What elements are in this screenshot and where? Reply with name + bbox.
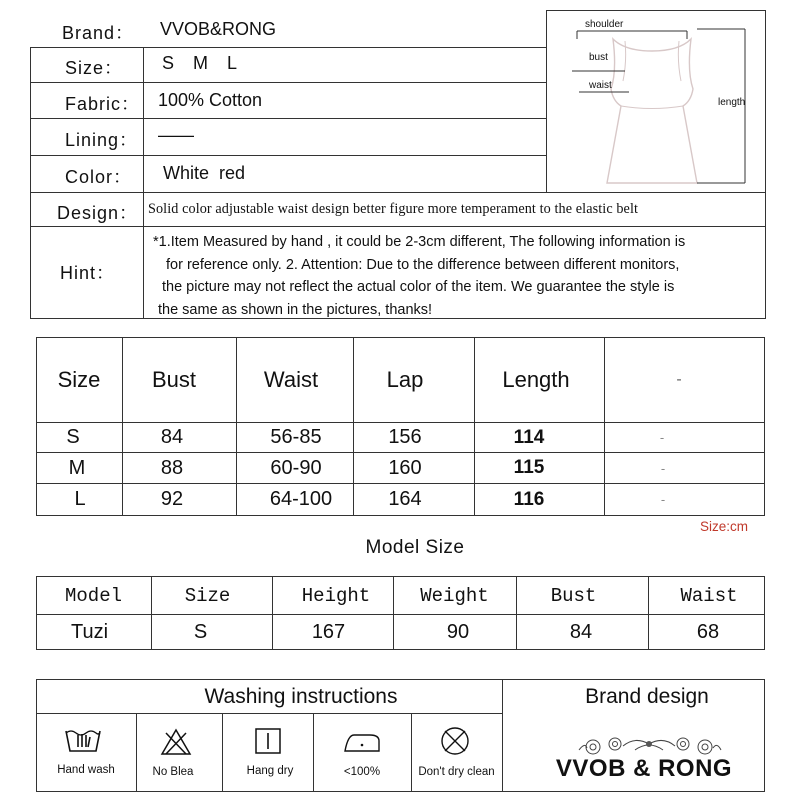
- size-value: S M L: [162, 53, 241, 73]
- lap-cell: 164: [388, 488, 422, 510]
- model-weight-cell: 90: [446, 620, 470, 643]
- hint-line: the picture may not reflect the actual color of the item. We guarantee the style is: [162, 279, 675, 295]
- iron-temp-label: <100%: [343, 766, 381, 778]
- iron-icon: [342, 731, 382, 755]
- model-height-cell: 167: [311, 620, 346, 643]
- bust-cell: 88: [160, 456, 184, 479]
- brand-value: VVOB&RONG: [160, 19, 277, 39]
- waist-cell: 60-90: [270, 456, 322, 479]
- size-header-size: Size: [57, 367, 101, 392]
- size-cell: L: [74, 488, 86, 510]
- model-header-size: Size: [184, 584, 231, 607]
- size-cell: S: [66, 426, 80, 448]
- model-header-height: Height: [301, 584, 371, 607]
- model-waist-cell: 68: [696, 620, 720, 643]
- brand-logo-text: VVOB & RONG: [555, 755, 733, 782]
- model-header-weight: Weight: [420, 584, 489, 607]
- model-header-bust: Bust: [550, 584, 597, 607]
- bust-cell: 92: [160, 488, 184, 510]
- lining-label: Lining：: [65, 130, 139, 150]
- extra-cell: -: [660, 460, 666, 476]
- fabric-label: Fabric：: [65, 94, 141, 114]
- brand-label: Brand：: [62, 23, 135, 43]
- size-header-length: Length: [502, 367, 570, 392]
- model-header-waist: Waist: [680, 584, 738, 607]
- size-header-bust: Bust: [151, 367, 197, 392]
- model-size-cell: S: [193, 620, 208, 643]
- length-cell: 114: [513, 426, 545, 448]
- length-label: length: [718, 97, 746, 108]
- lining-value: ——: [158, 125, 194, 145]
- size-cell: M: [68, 456, 86, 479]
- hint-label: Hint：: [60, 263, 116, 283]
- color-value: White red: [163, 163, 246, 183]
- hint-text: [153, 231, 685, 321]
- hint-line: for reference only. 2. Attention: Due to the difference between different monitors,: [166, 256, 680, 273]
- hang-dry-icon: [255, 728, 281, 754]
- hang-dry-label: Hang dry: [246, 765, 294, 777]
- hint-line: the same as shown in the pictures, thanks!: [158, 301, 433, 318]
- dress-measurement-diagram: [547, 11, 765, 192]
- no-dry-clean-icon: [440, 726, 470, 756]
- extra-cell: -: [660, 492, 666, 507]
- model-size-title: Model Size: [365, 537, 465, 558]
- size-header-lap: Lap: [386, 367, 424, 392]
- hand-wash-icon: [63, 725, 103, 757]
- unit-note: Size:cm: [700, 519, 749, 534]
- size-header-waist: Waist: [263, 367, 319, 392]
- lap-cell: 160: [388, 456, 422, 479]
- waist-cell: 56-85: [270, 426, 322, 448]
- color-label: Color：: [65, 167, 133, 187]
- hand-wash-label: Hand wash: [57, 764, 115, 776]
- no-bleach-icon: [160, 728, 192, 756]
- design-label: Design：: [57, 203, 139, 223]
- fabric-value: 100% Cotton: [158, 90, 263, 110]
- model-bust-cell: 84: [569, 620, 593, 643]
- shoulder-label: shoulder: [585, 19, 624, 30]
- model-name-cell: Tuzi: [70, 620, 109, 643]
- washing-title: Washing instructions: [204, 684, 398, 708]
- design-value: Solid color adjustable waist design better figure more temperament to the elastic belt: [148, 201, 639, 217]
- no-dry-clean-label: Don't dry clean: [418, 766, 495, 778]
- model-header-model: Model: [64, 584, 122, 607]
- waist-label: waist: [589, 80, 612, 91]
- lap-cell: 156: [388, 426, 422, 448]
- size-header-extra: -: [676, 371, 682, 388]
- length-cell: 116: [513, 488, 545, 510]
- no-bleach-label: No Blea: [152, 766, 194, 778]
- brand-design-title: Brand design: [585, 684, 709, 708]
- bust-cell: 84: [160, 426, 184, 448]
- length-cell: 115: [513, 457, 545, 478]
- size-label: Size：: [65, 58, 124, 78]
- extra-cell: -: [659, 430, 665, 445]
- hint-line: *1.Item Measured by hand , it could be 2-3cm different, The following information is: [153, 234, 686, 250]
- waist-cell: 64-100: [269, 488, 333, 510]
- bust-label: bust: [589, 52, 608, 63]
